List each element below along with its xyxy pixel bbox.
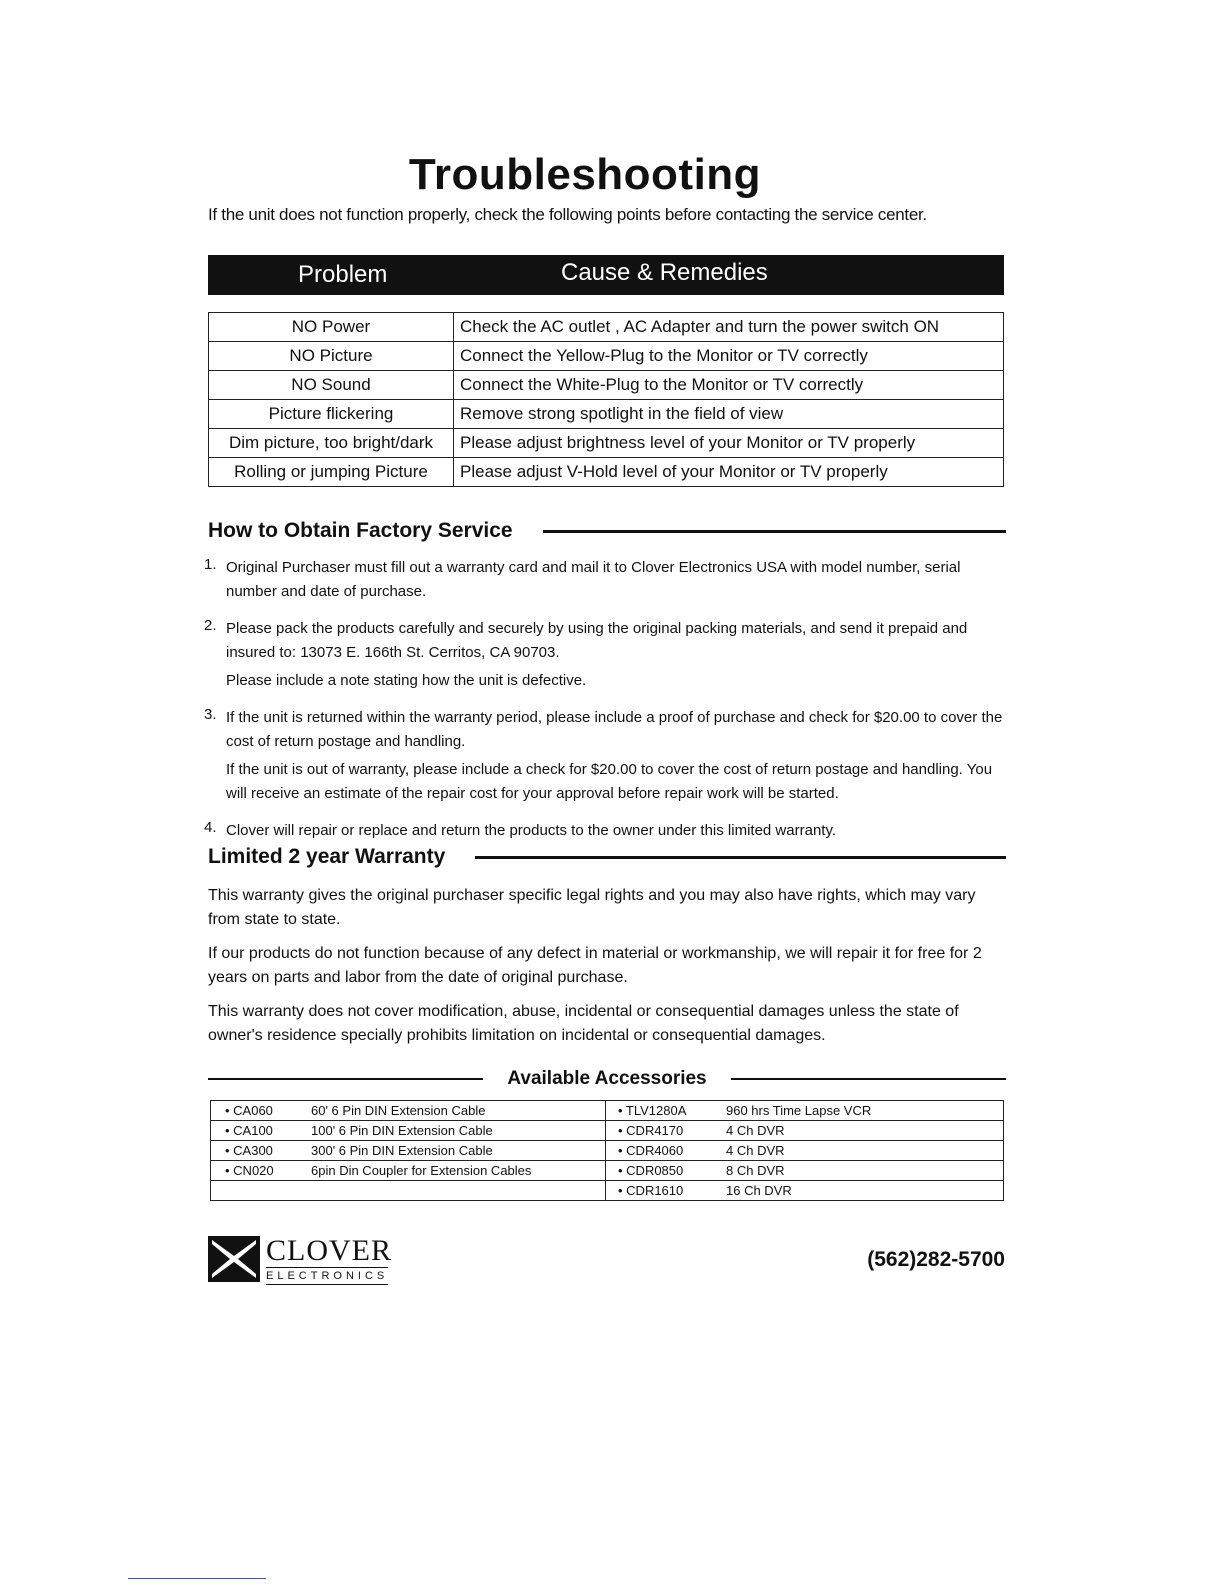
warranty-paragraph: If our products do not function because of any defect in material or workmanship, we will repair it for free for 2 years on parts and labor from the date of original purchase. (208, 945, 982, 986)
problem-cell: Rolling or jumping Picture (209, 458, 454, 487)
brand-subtitle: ELECTRONICS (266, 1267, 388, 1285)
step-text: If the unit is returned within the warranty period, please include a proof of purchase and check for $20.00 to cover the cost of return postage and handling. (226, 709, 1003, 750)
table-row (209, 400, 1004, 429)
table-row (211, 1181, 1004, 1201)
table-row (211, 1161, 1004, 1181)
step-text: If the unit is out of warranty, please include a check for $20.00 to cover the cost of return postage and handling. You will receive an estimate of the repair cost for your approval before repair work will be started. (226, 761, 993, 802)
accessory-description: 6pin Din Coupler for Extension Cables (307, 1161, 606, 1181)
accessory-description: 100' 6 Pin DIN Extension Cable (307, 1121, 606, 1141)
brand-name: CLOVER (266, 1234, 392, 1267)
list-item (204, 556, 1004, 608)
accessory-description: 4 Ch DVR (722, 1141, 1004, 1161)
table-row (209, 313, 1004, 342)
accessories-table (210, 1100, 1004, 1201)
problem-cell: NO Picture (209, 342, 454, 371)
intro-text: If the unit does not function properly, check the following points before contacting the service center. (208, 205, 927, 224)
warranty-paragraph: This warranty gives the original purchaser specific legal rights and you may also have rights, which may vary from state to state. (208, 887, 976, 928)
table-row (209, 371, 1004, 400)
table-row (211, 1121, 1004, 1141)
step-number: 4. (204, 819, 217, 836)
clover-logo (208, 1236, 392, 1285)
factory-service-title: How to Obtain Factory Service (208, 519, 513, 542)
accessories-heading (208, 1066, 1006, 1092)
step-text: Original Purchaser must fill out a warranty card and mail it to Clover Electronics USA with model number, serial number and date of purchase. (226, 559, 961, 600)
accessory-description (307, 1181, 606, 1201)
problem-cell: Picture flickering (209, 400, 454, 429)
problem-cell: NO Power (209, 313, 454, 342)
accessory-code (211, 1181, 308, 1201)
accessories-title: Available Accessories (507, 1068, 707, 1089)
warranty-heading (208, 842, 1006, 872)
table-row (209, 342, 1004, 371)
heading-rule (475, 856, 1006, 859)
header-cause-remedies: Cause & Remedies (561, 259, 768, 286)
problem-cell: Dim picture, too bright/dark (209, 429, 454, 458)
troubleshooting-table (208, 312, 1004, 487)
list-item (204, 706, 1004, 810)
troubleshooting-table-header (208, 255, 1004, 295)
problem-cell: NO Sound (209, 371, 454, 400)
heading-rule (543, 530, 1006, 533)
clover-x-logo-icon (208, 1236, 260, 1282)
step-text: Please include a note stating how the unit is defective. (226, 672, 587, 689)
warranty-text (208, 884, 1008, 1058)
page-title: Troubleshooting (408, 150, 762, 199)
step-number: 3. (204, 706, 217, 723)
accessory-code: • CDR1610 (606, 1181, 723, 1201)
table-row (209, 429, 1004, 458)
table-row (211, 1141, 1004, 1161)
accessory-description: 960 hrs Time Lapse VCR (722, 1101, 1004, 1121)
remedy-cell: Please adjust V-Hold level of your Monitor or TV properly (454, 458, 1004, 487)
accessory-code: • CA100 (211, 1121, 308, 1141)
accessory-code: • CDR0850 (606, 1161, 723, 1181)
accessory-code: • CN020 (211, 1161, 308, 1181)
factory-service-heading (208, 516, 1006, 546)
accessory-code: • CDR4170 (606, 1121, 723, 1141)
factory-service-steps (204, 556, 1004, 856)
remedy-cell: Please adjust brightness level of your Monitor or TV properly (454, 429, 1004, 458)
warranty-paragraph: This warranty does not cover modification, abuse, incidental or consequential damages unless the state of owner's residence specially prohibits limitation on incidental or consequential damages. (208, 1003, 959, 1044)
accessory-code: • CA060 (211, 1101, 308, 1121)
table-row (211, 1101, 1004, 1121)
accessory-code: • CA300 (211, 1141, 308, 1161)
heading-rule-right (731, 1078, 1006, 1080)
step-text: Please pack the products carefully and securely by using the original packing materials, and send it prepaid and insured to: 13073 E. 166th St. Cerritos, CA 90703. (226, 620, 968, 661)
remedy-cell: Connect the White-Plug to the Monitor or TV correctly (454, 371, 1004, 400)
phone-number: (562)282-5700 (867, 1248, 1005, 1271)
accessory-description: 60' 6 Pin DIN Extension Cable (307, 1101, 606, 1121)
accessory-description: 8 Ch DVR (722, 1161, 1004, 1181)
step-number: 1. (204, 556, 217, 573)
footer-underline (128, 1578, 266, 1579)
accessory-description: 300' 6 Pin DIN Extension Cable (307, 1141, 606, 1161)
table-row (209, 458, 1004, 487)
accessory-description: 16 Ch DVR (722, 1181, 1004, 1201)
list-item (204, 617, 1004, 697)
remedy-cell: Connect the Yellow-Plug to the Monitor or TV correctly (454, 342, 1004, 371)
step-text: Clover will repair or replace and return the products to the owner under this limited warranty. (226, 822, 837, 839)
warranty-title: Limited 2 year Warranty (208, 845, 446, 868)
accessory-code: • CDR4060 (606, 1141, 723, 1161)
remedy-cell: Check the AC outlet , AC Adapter and turn the power switch ON (454, 313, 1004, 342)
accessory-description: 4 Ch DVR (722, 1121, 1004, 1141)
brand-text (266, 1236, 392, 1285)
header-problem: Problem (298, 261, 388, 288)
step-number: 2. (204, 617, 217, 634)
heading-rule-left (208, 1078, 483, 1080)
accessory-code: • TLV1280A (606, 1101, 723, 1121)
remedy-cell: Remove strong spotlight in the field of view (454, 400, 1004, 429)
